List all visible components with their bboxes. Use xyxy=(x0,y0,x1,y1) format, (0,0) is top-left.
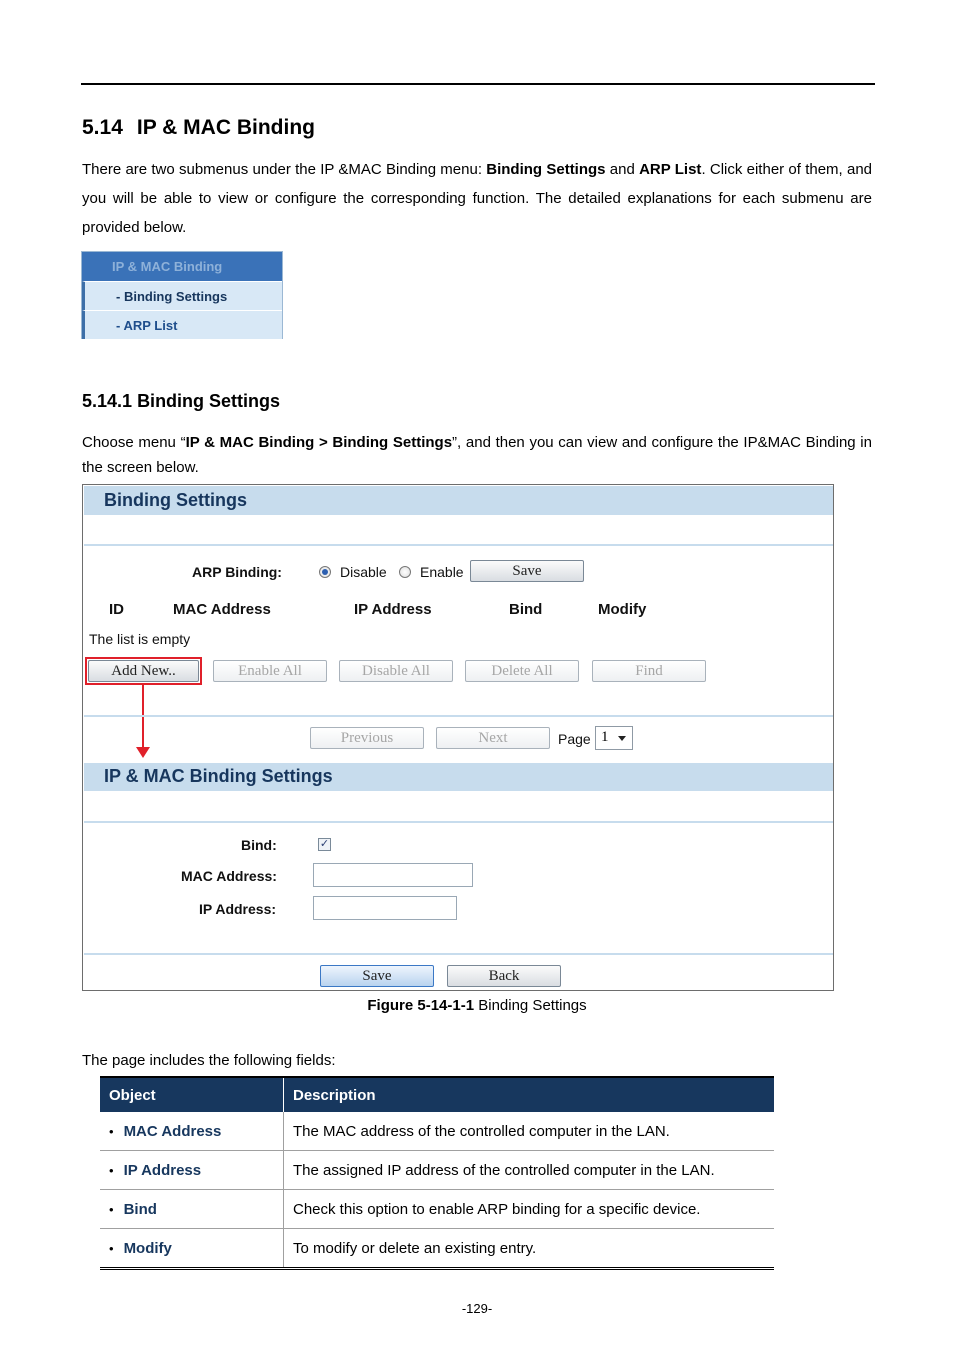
fields-intro: The page includes the following fields: xyxy=(82,1052,336,1069)
enable-radio-label: Enable xyxy=(420,564,464,580)
mac-address-label: MAC Address: xyxy=(181,868,277,884)
col-id: ID xyxy=(109,601,124,618)
divider xyxy=(84,953,833,955)
ip-address-label: IP Address: xyxy=(199,901,277,917)
header-rule xyxy=(81,83,875,85)
callout-arrow-line xyxy=(142,685,144,751)
menu-item-binding-settings[interactable]: - Binding Settings xyxy=(82,281,282,310)
intro-text-2: and xyxy=(605,161,640,178)
table-row xyxy=(100,1190,774,1229)
row-object: • IP Address xyxy=(100,1151,284,1190)
mac-address-input[interactable] xyxy=(313,863,473,887)
binding-settings-title: Binding Settings xyxy=(104,490,247,510)
figure-caption-number: Figure 5-14-1-1 xyxy=(367,997,475,1014)
fields-table xyxy=(100,1076,774,1270)
chevron-down-icon xyxy=(618,736,626,741)
choose-bold-menu-path: IP & MAC Binding > Binding Settings xyxy=(185,434,453,451)
row-description: To modify or delete an existing entry. xyxy=(284,1229,775,1269)
ip-mac-binding-settings-title: IP & MAC Binding Settings xyxy=(104,766,333,786)
table-row xyxy=(100,1112,774,1151)
submenu-image xyxy=(81,251,283,339)
row-object: • MAC Address xyxy=(100,1112,284,1151)
choose-text-1: Choose menu “ xyxy=(82,434,186,451)
ip-address-input[interactable] xyxy=(313,896,457,920)
binding-settings-title-bar xyxy=(84,486,833,515)
enable-radio[interactable] xyxy=(399,566,411,578)
col-bind: Bind xyxy=(509,601,543,618)
enable-all-button[interactable]: Enable All xyxy=(213,660,327,682)
arp-binding-label: ARP Binding: xyxy=(192,564,282,580)
intro-paragraph xyxy=(82,155,872,242)
page-select[interactable] xyxy=(595,726,633,750)
table-header-row xyxy=(100,1077,774,1112)
bind-checkbox[interactable]: ✓ xyxy=(319,838,330,850)
divider xyxy=(84,544,833,546)
table-row xyxy=(100,1151,774,1190)
find-button[interactable]: Find xyxy=(592,660,706,682)
intro-bold-binding-settings: Binding Settings xyxy=(486,161,606,178)
intro-text-1: There are two submenus under the IP &MAC Binding menu: xyxy=(82,161,487,178)
row-object: • Bind xyxy=(100,1190,284,1229)
col-modify: Modify xyxy=(598,601,647,618)
col-mac-address: MAC Address xyxy=(173,601,271,618)
divider xyxy=(84,821,833,823)
previous-button[interactable]: Previous xyxy=(310,727,424,749)
section-number: 5.14 xyxy=(82,116,123,139)
row-description: The assigned IP address of the controlled computer in the LAN. xyxy=(284,1151,775,1190)
disable-radio[interactable] xyxy=(319,566,331,578)
subsection-heading xyxy=(82,391,280,412)
ip-mac-binding-settings-title-bar xyxy=(84,763,833,791)
disable-radio-label: Disable xyxy=(340,564,387,580)
row-description: Check this option to enable ARP binding for a specific device. xyxy=(284,1190,775,1229)
disable-all-button[interactable]: Disable All xyxy=(339,660,453,682)
header-description: Description xyxy=(284,1077,775,1112)
figure-caption xyxy=(0,997,954,1014)
save-button[interactable]: Save xyxy=(320,965,434,987)
next-button[interactable]: Next xyxy=(436,727,550,749)
empty-list-text: The list is empty xyxy=(89,631,191,647)
add-new-button[interactable]: Add New.. xyxy=(88,660,199,682)
delete-all-button[interactable]: Delete All xyxy=(465,660,579,682)
figure-caption-text: Binding Settings xyxy=(474,997,587,1014)
section-heading xyxy=(82,116,315,140)
choose-text-2: ”, and then you can view and configure the IP&MAC Binding in the screen below. xyxy=(82,434,872,476)
row-description: The MAC address of the controlled computer in the LAN. xyxy=(284,1112,775,1151)
divider xyxy=(84,715,833,717)
menu-item-arp-list[interactable]: - ARP List xyxy=(82,310,282,339)
page-number: -129- xyxy=(461,1301,493,1316)
menu-header-ip-mac-binding[interactable]: IP & MAC Binding xyxy=(82,252,282,281)
add-new-highlight-box xyxy=(85,657,202,685)
subsection-title: Binding Settings xyxy=(137,391,281,411)
choose-paragraph xyxy=(82,430,872,480)
page-label: Page xyxy=(558,731,591,747)
intro-bold-arp-list: ARP List xyxy=(639,161,702,178)
bind-label: Bind: xyxy=(241,837,277,853)
back-button[interactable]: Back xyxy=(447,965,561,987)
section-title: IP & MAC Binding xyxy=(136,116,315,139)
col-ip-address: IP Address xyxy=(354,601,432,618)
subsection-number: 5.14.1 xyxy=(82,391,133,411)
table-row xyxy=(100,1229,774,1269)
intro-text-3: . Click either of them, and you will be able to view or configure the corresponding function. The detailed explanations for each submenu are provided below. xyxy=(82,161,873,236)
page-select-value: 1 xyxy=(601,729,609,745)
row-object: • Modify xyxy=(100,1229,284,1269)
binding-settings-screenshot xyxy=(82,484,834,991)
callout-arrow-head xyxy=(136,747,150,758)
header-object: Object xyxy=(100,1077,284,1112)
arp-save-button[interactable]: Save xyxy=(470,560,584,582)
